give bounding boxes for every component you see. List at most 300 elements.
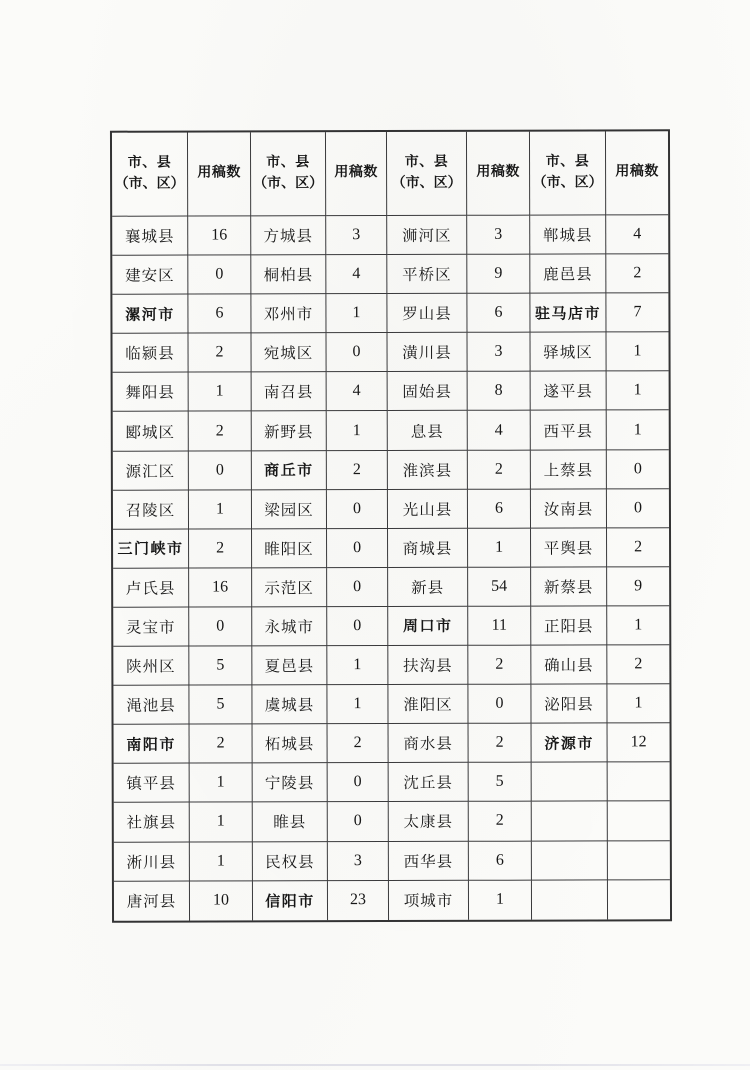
region-name-cell	[252, 568, 327, 607]
region-name: 舞阳县	[125, 384, 175, 403]
count-value-cell	[607, 606, 669, 645]
header-count-label: 用稿数	[334, 165, 378, 181]
count-value: 1	[633, 381, 642, 399]
count-value: 1	[634, 616, 643, 634]
region-name-cell	[388, 646, 468, 685]
region-name-cell	[531, 450, 607, 489]
region-name-cell	[113, 607, 189, 646]
region-name-cell	[251, 333, 326, 372]
count-value: 9	[634, 577, 643, 595]
region-name: 罗山县	[402, 306, 452, 324]
count-value-cell	[608, 880, 670, 919]
count-value-cell	[188, 255, 251, 294]
count-value-cell	[607, 372, 669, 411]
count-value-cell	[467, 333, 530, 372]
region-name: 正阳县	[543, 618, 594, 636]
count-value-cell	[190, 764, 253, 803]
region-name: 宁陵县	[264, 775, 315, 793]
count-value-cell	[327, 411, 388, 450]
region-name-cell	[112, 217, 188, 256]
region-name: 济源市	[544, 735, 594, 753]
region-name: 鹿邑县	[543, 266, 593, 284]
region-name: 梁园区	[264, 501, 314, 520]
region-name-cell	[114, 725, 190, 764]
count-value-cell	[328, 881, 389, 920]
count-value-cell	[189, 607, 252, 646]
region-name-cell	[530, 294, 606, 333]
count-value-cell	[607, 645, 669, 684]
count-value-cell	[328, 763, 389, 802]
count-value-cell	[326, 294, 387, 333]
count-value: 6	[494, 303, 503, 321]
count-value-cell	[467, 294, 530, 333]
region-name-cell	[112, 334, 188, 373]
count-value: 6	[495, 851, 504, 869]
header-count-cell	[326, 132, 387, 216]
count-value-cell	[608, 802, 670, 841]
region-name: 沈丘县	[403, 775, 453, 793]
header-region-line1: 市、县	[266, 155, 310, 171]
count-value-cell	[327, 490, 388, 529]
header-region-cell	[251, 132, 326, 216]
region-name: 灵宝市	[125, 619, 176, 637]
count-value: 1	[495, 538, 504, 556]
region-name: 卢氏县	[125, 580, 176, 598]
region-name: 郾城区	[125, 424, 176, 442]
scan-bottom-edge	[0, 1064, 750, 1066]
region-name-cell	[387, 333, 467, 372]
header-count-cell	[188, 132, 251, 216]
region-name: 永城市	[264, 619, 315, 637]
region-name-cell	[114, 842, 190, 881]
region-name: 南阳市	[126, 736, 176, 754]
region-name: 息县	[410, 423, 444, 441]
count-value: 5	[216, 695, 225, 713]
count-value: 0	[353, 538, 362, 556]
count-value: 2	[215, 343, 224, 361]
region-name: 淅川县	[126, 854, 177, 872]
count-value-cell	[327, 607, 388, 646]
region-name-cell	[253, 803, 328, 842]
count-value: 16	[212, 578, 229, 596]
region-name: 源汇区	[125, 463, 176, 481]
region-name-cell	[389, 763, 469, 802]
region-name: 浉河区	[401, 227, 452, 246]
count-value-cell	[469, 763, 532, 802]
count-value-cell	[606, 254, 668, 293]
region-name: 夏邑县	[264, 658, 315, 676]
region-name: 商丘市	[264, 462, 314, 480]
count-value-cell	[188, 295, 251, 334]
count-value-cell	[606, 333, 668, 372]
count-value: 4	[352, 382, 361, 400]
header-region-line2: （市、区）	[532, 174, 603, 191]
region-name: 社旗县	[126, 815, 177, 833]
count-value-cell	[189, 412, 252, 451]
region-name-cell	[113, 451, 189, 490]
count-value-cell	[328, 802, 389, 841]
count-value: 0	[353, 773, 362, 791]
region-name-cell	[253, 763, 328, 802]
header-count-label: 用稿数	[197, 165, 241, 181]
region-name-cell	[388, 529, 468, 568]
count-value-cell	[467, 216, 530, 255]
count-value: 0	[633, 459, 642, 477]
count-value: 2	[495, 812, 504, 830]
count-value-cell	[607, 489, 669, 528]
region-name-cell	[113, 529, 189, 568]
region-name: 新县	[411, 579, 445, 597]
region-name: 虞城县	[264, 697, 315, 715]
region-name: 信阳市	[265, 892, 315, 910]
region-name-cell	[531, 372, 607, 411]
region-name: 潢川县	[402, 345, 452, 363]
count-value-cell	[190, 803, 253, 842]
count-value-cell	[326, 333, 387, 372]
region-name: 郸城县	[542, 227, 593, 245]
count-value-cell	[467, 255, 530, 294]
region-name: 唐河县	[126, 893, 177, 911]
region-name-cell	[388, 685, 468, 724]
count-value: 0	[495, 694, 504, 712]
count-value-cell	[608, 763, 670, 802]
region-name: 太康县	[403, 814, 454, 832]
region-name-cell	[252, 646, 327, 685]
count-value: 0	[215, 461, 224, 479]
count-value: 2	[216, 734, 225, 752]
region-name-cell	[388, 411, 468, 450]
count-value-cell	[607, 450, 669, 489]
count-value: 3	[352, 226, 361, 244]
region-name-cell	[114, 803, 190, 842]
count-value: 8	[494, 382, 503, 400]
count-value-cell	[468, 489, 531, 528]
region-name: 民权县	[265, 853, 315, 871]
count-value: 3	[494, 343, 503, 361]
count-value-cell	[189, 685, 252, 724]
header-region-line1: 市、县	[127, 155, 172, 171]
count-value-cell	[327, 685, 388, 724]
count-value-cell	[469, 841, 532, 880]
region-name-cell	[251, 216, 326, 255]
region-name: 驿城区	[543, 344, 593, 362]
region-name: 淮滨县	[402, 462, 453, 480]
region-name-cell	[112, 256, 188, 295]
count-value: 2	[215, 421, 224, 439]
count-value: 11	[491, 616, 507, 634]
region-name: 遂平县	[543, 383, 593, 402]
count-value: 2	[494, 460, 503, 478]
header-region-line1: 市、县	[404, 155, 449, 171]
count-value-cell	[188, 216, 251, 255]
region-name-cell	[532, 880, 608, 919]
region-name: 商城县	[402, 540, 453, 558]
region-name-cell	[113, 686, 189, 725]
count-value: 6	[494, 499, 503, 517]
count-value: 3	[494, 225, 503, 243]
region-name: 扶沟县	[403, 657, 453, 676]
region-name-cell	[530, 255, 606, 294]
count-value-cell	[189, 529, 252, 568]
count-value: 1	[495, 890, 505, 908]
count-value-cell	[608, 841, 670, 880]
region-name: 固始县	[402, 384, 452, 402]
count-value: 2	[216, 539, 225, 557]
region-name: 临颍县	[125, 345, 175, 364]
count-value-cell	[190, 725, 253, 764]
header-count-cell	[467, 132, 530, 216]
header-count-cell	[606, 131, 668, 215]
region-name: 淮阳区	[403, 697, 453, 715]
count-value-cell	[607, 528, 669, 567]
region-name-cell	[532, 763, 608, 802]
region-name: 睢阳区	[264, 540, 314, 559]
manuscript-usage-table	[110, 129, 672, 922]
region-name-cell	[253, 842, 328, 881]
count-value: 0	[215, 265, 224, 283]
region-name-cell	[252, 529, 327, 568]
header-region-cell	[112, 133, 188, 217]
header-count-label: 用稿数	[476, 165, 520, 181]
count-value: 4	[352, 265, 361, 283]
region-name-cell	[252, 412, 327, 451]
count-value: 1	[633, 342, 642, 360]
region-name: 上蔡县	[543, 462, 594, 480]
region-name-cell	[388, 607, 468, 646]
region-name-cell	[532, 724, 608, 763]
region-name-cell	[113, 568, 189, 607]
region-name-cell	[387, 294, 467, 333]
count-value: 5	[495, 773, 504, 791]
region-name-cell	[114, 881, 190, 920]
region-name-cell	[114, 764, 190, 803]
count-value-cell	[469, 880, 532, 919]
region-name-cell	[388, 372, 468, 411]
region-name: 西华县	[403, 853, 454, 871]
count-value: 5	[216, 656, 225, 674]
region-name-cell	[113, 412, 189, 451]
count-value-cell	[469, 724, 532, 763]
region-name: 桐柏县	[263, 267, 314, 285]
count-value-cell	[328, 724, 389, 763]
count-value-cell	[326, 216, 387, 255]
count-value-cell	[189, 490, 252, 529]
count-value-cell	[607, 567, 669, 606]
region-name-cell	[113, 647, 189, 686]
count-value: 4	[633, 225, 642, 243]
region-name: 汝南县	[543, 501, 594, 519]
count-value: 1	[353, 695, 362, 713]
count-value: 2	[634, 538, 643, 556]
count-value: 1	[352, 304, 361, 322]
region-name: 驻马店市	[534, 305, 601, 323]
region-name-cell	[387, 216, 467, 255]
header-region-line1: 市、县	[545, 154, 590, 170]
region-name: 项城市	[403, 892, 454, 911]
count-value-cell	[189, 451, 252, 490]
count-value: 0	[353, 577, 362, 595]
region-name-cell	[253, 724, 328, 763]
region-name-cell	[251, 294, 326, 333]
region-name-cell	[388, 568, 468, 607]
region-name: 邓州市	[263, 306, 314, 324]
region-name-cell	[530, 215, 606, 254]
region-name: 襄城县	[124, 228, 175, 246]
region-name: 示范区	[264, 580, 314, 598]
region-name-cell	[531, 528, 607, 567]
count-value-cell	[469, 802, 532, 841]
region-name-cell	[253, 881, 328, 920]
count-value: 23	[349, 891, 367, 909]
region-name: 睢县	[273, 814, 307, 832]
region-name-cell	[531, 489, 607, 528]
count-value-cell	[326, 255, 387, 294]
count-value-cell	[190, 842, 253, 881]
region-name-cell	[531, 567, 607, 606]
region-name: 平舆县	[543, 540, 594, 558]
region-name: 建安区	[125, 267, 175, 285]
region-name: 西平县	[543, 422, 594, 441]
region-name-cell	[531, 685, 607, 724]
count-value-cell	[468, 646, 531, 685]
count-value: 0	[353, 812, 362, 830]
count-value: 0	[352, 343, 361, 361]
count-value: 2	[633, 264, 642, 282]
region-name: 陕州区	[126, 658, 176, 676]
count-value: 10	[212, 891, 230, 909]
region-name-cell	[532, 802, 608, 841]
count-value: 2	[353, 734, 362, 752]
region-name: 三门峡市	[117, 540, 184, 559]
count-value-cell	[189, 373, 252, 412]
count-value: 2	[634, 655, 643, 673]
count-value: 54	[491, 577, 508, 595]
region-name: 镇平县	[126, 775, 176, 794]
count-value: 1	[634, 694, 643, 712]
header-region-line2: （市、区）	[391, 175, 462, 191]
count-value: 3	[353, 851, 362, 869]
region-name-cell	[388, 450, 468, 489]
count-value-cell	[327, 451, 388, 490]
count-value: 1	[216, 773, 225, 791]
count-value-cell	[468, 450, 531, 489]
region-name: 商水县	[403, 736, 453, 754]
count-value: 12	[630, 733, 647, 751]
count-value-cell	[607, 411, 669, 450]
count-value: 6	[215, 304, 224, 322]
count-value-cell	[327, 529, 388, 568]
count-value: 1	[353, 656, 362, 674]
region-name-cell	[389, 841, 469, 880]
count-value-cell	[468, 567, 531, 606]
region-name: 南召县	[263, 384, 314, 402]
region-name: 宛城区	[263, 345, 314, 363]
count-value-cell	[468, 411, 531, 450]
count-value-cell	[606, 215, 668, 254]
region-name-cell	[113, 490, 189, 529]
count-value: 1	[216, 812, 225, 830]
count-value: 0	[216, 617, 225, 635]
region-name-cell	[531, 411, 607, 450]
count-value: 1	[633, 420, 642, 438]
count-value-cell	[327, 568, 388, 607]
region-name: 柘城县	[264, 736, 315, 754]
region-name: 周口市	[402, 618, 453, 636]
count-value-cell	[189, 568, 252, 607]
count-value-cell	[606, 293, 668, 332]
region-name-cell	[389, 724, 469, 763]
count-value: 1	[216, 851, 225, 870]
count-value: 0	[352, 499, 361, 517]
count-value: 7	[633, 303, 642, 321]
region-name-cell	[531, 645, 607, 684]
count-value-cell	[327, 372, 388, 411]
count-value-cell	[190, 881, 253, 920]
count-value-cell	[468, 528, 531, 567]
region-name-cell	[252, 490, 327, 529]
count-value-cell	[468, 372, 531, 411]
region-name-cell	[252, 373, 327, 412]
header-region-line2: （市、区）	[253, 175, 324, 191]
region-name-cell	[387, 255, 467, 294]
header-region-cell	[387, 132, 467, 216]
header-count-label: 用稿数	[615, 164, 659, 180]
count-value-cell	[328, 842, 389, 881]
region-name: 平桥区	[402, 266, 452, 285]
region-name-cell	[113, 373, 189, 412]
count-value: 1	[215, 500, 224, 518]
region-name-cell	[530, 333, 606, 372]
region-name: 漯河市	[125, 306, 175, 324]
count-value-cell	[608, 723, 670, 762]
count-value: 2	[495, 733, 504, 751]
region-name-cell	[531, 606, 607, 645]
region-name: 召陵区	[125, 502, 176, 520]
count-value-cell	[468, 685, 531, 724]
region-name: 渑池县	[126, 697, 176, 715]
count-value: 9	[494, 264, 503, 282]
count-value: 4	[494, 421, 503, 439]
header-region-cell	[530, 131, 606, 215]
count-value: 2	[495, 655, 504, 673]
region-name-cell	[389, 802, 469, 841]
region-name-cell	[252, 685, 327, 724]
region-name-cell	[388, 489, 468, 528]
count-value-cell	[189, 646, 252, 685]
region-name: 方城县	[263, 228, 314, 246]
count-value-cell	[327, 646, 388, 685]
count-value: 0	[633, 499, 642, 517]
region-name-cell	[112, 295, 188, 334]
header-region-line2: （市、区）	[114, 176, 185, 192]
region-name: 泌阳县	[544, 696, 594, 714]
region-name: 确山县	[544, 657, 594, 675]
region-name-cell	[532, 841, 608, 880]
region-name-cell	[251, 255, 326, 294]
count-value: 1	[215, 382, 224, 400]
count-value-cell	[188, 334, 251, 373]
region-name: 新蔡县	[543, 579, 594, 597]
region-name: 新野县	[263, 423, 314, 441]
count-value-cell	[468, 607, 531, 646]
count-value: 0	[353, 617, 362, 635]
count-value: 2	[352, 460, 361, 478]
region-name-cell	[252, 607, 327, 646]
count-value: 1	[352, 421, 361, 439]
region-name: 光山县	[402, 501, 453, 519]
region-name-cell	[252, 451, 327, 490]
region-name-cell	[389, 880, 469, 919]
